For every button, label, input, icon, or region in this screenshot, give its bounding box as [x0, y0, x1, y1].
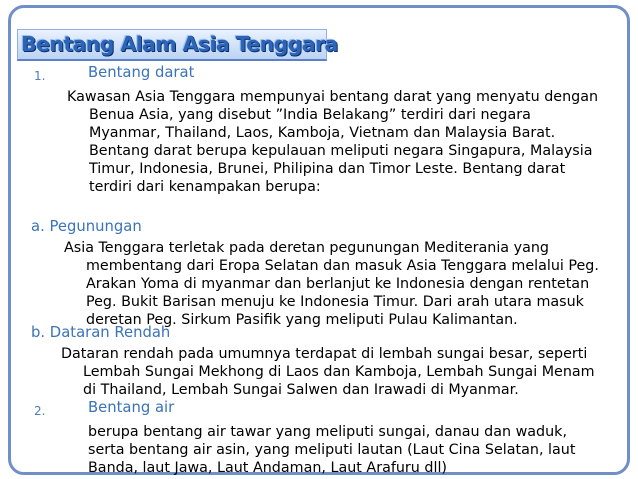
slide-title: Bentang Alam Asia Tenggara — [21, 32, 338, 56]
section-1-heading: Bentang darat — [88, 64, 195, 81]
subsection-b-heading: b. Dataran Rendah — [31, 324, 171, 341]
subsection-a-paragraph — [64, 239, 604, 329]
subsection-a-text: Asia Tenggara terletak pada deretan pegunungan Mediterania yang membentang dari Eropa Selatan dan masuk Asia Tenggara melalui Peg. Arakan Yoma di myanmar dan berlanjut ke Indonesia dengan rentetan Peg. Bukit Barisan menuju ke Indonesia Timur. Dari arah utara masuk deretan Peg. Sirkum Pasifik yang meliputi Pulau Kalimantan. — [64, 240, 599, 328]
subsection-b-paragraph — [61, 345, 601, 399]
section-2-heading: Bentang air — [88, 399, 175, 416]
section-2-number: 2. — [34, 404, 46, 418]
section-1-paragraph — [67, 88, 607, 196]
subsection-b-text: Dataran rendah pada umumnya terdapat di lembah sungai besar, seperti Lembah Sungai Mekhong di Laos dan Kamboja, Lembah Sungai Menam di Thailand, Lembah Sungai Salwen dan Irawadi di Myanmar. — [61, 346, 595, 398]
section-2-text: berupa bentang air tawar yang meliputi sungai, danau dan waduk, serta bentang air asin, yang meliputi lautan (Laut Cina Selatan, laut Banda, laut Jawa, Laut Andaman, Laut Arafuru dll) — [88, 424, 576, 476]
subsection-a-heading: a. Pegunungan — [31, 218, 142, 235]
section-1-text: Kawasan Asia Tenggara mempunyai bentang darat yang menyatu dengan Benua Asia, yang disebut ”India Belakang” terdiri dari negara Myanmar, Thailand, Laos, Kamboja, Vietnam dan Malaysia Barat. Bentang darat berupa kepulauan meliputi negara Singapura, Malaysia Timur, Indonesia, Brunei, Philipina dan Timor Leste. Bentang darat terdiri dari kenampakan berupa: — [67, 89, 599, 195]
section-1-number: 1. — [34, 69, 46, 83]
section-2-paragraph — [66, 423, 606, 477]
